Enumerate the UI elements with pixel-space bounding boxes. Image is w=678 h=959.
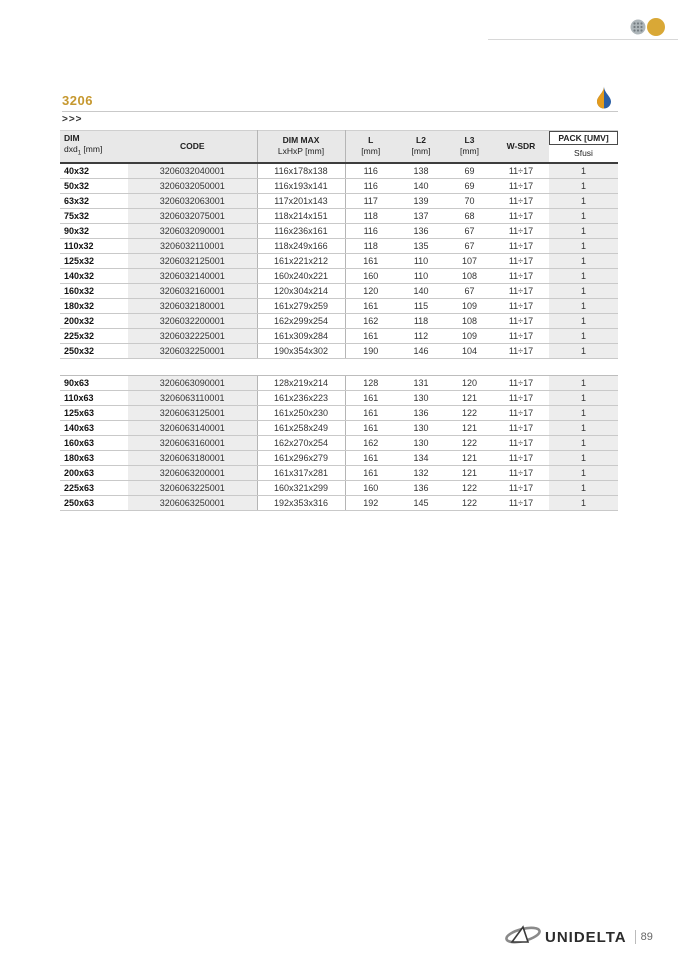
cell-l3: 122 bbox=[446, 480, 493, 495]
cell-pack: 1 bbox=[549, 390, 618, 405]
cell-code: 3206032063001 bbox=[128, 193, 257, 208]
cell-w-sdr: 11÷17 bbox=[493, 313, 549, 328]
cell-code: 3206032140001 bbox=[128, 268, 257, 283]
cell-w-sdr: 11÷17 bbox=[493, 223, 549, 238]
cell-pack: 1 bbox=[549, 465, 618, 480]
col-header-code: CODE bbox=[128, 131, 257, 163]
cell-l: 162 bbox=[345, 435, 396, 450]
table-row bbox=[60, 238, 618, 253]
cell-l3: 108 bbox=[446, 268, 493, 283]
cell-l3: 67 bbox=[446, 238, 493, 253]
cell-w-sdr: 11÷17 bbox=[493, 343, 549, 358]
cell-dim: 200x32 bbox=[60, 313, 128, 328]
table-row bbox=[60, 163, 618, 179]
cell-pack: 1 bbox=[549, 328, 618, 343]
cell-w-sdr: 11÷17 bbox=[493, 420, 549, 435]
cell-l: 160 bbox=[345, 268, 396, 283]
cell-l3: 122 bbox=[446, 435, 493, 450]
table-row bbox=[60, 328, 618, 343]
cell-dim-max: 128x219x214 bbox=[257, 375, 345, 390]
cell-dim: 40x32 bbox=[60, 163, 128, 179]
table-row bbox=[60, 343, 618, 358]
cell-w-sdr: 11÷17 bbox=[493, 253, 549, 268]
cell-w-sdr: 11÷17 bbox=[493, 283, 549, 298]
cell-l: 161 bbox=[345, 465, 396, 480]
cell-w-sdr: 11÷17 bbox=[493, 298, 549, 313]
cell-l: 161 bbox=[345, 390, 396, 405]
cell-l2: 132 bbox=[396, 465, 446, 480]
cell-code: 3206032200001 bbox=[128, 313, 257, 328]
cell-l: 161 bbox=[345, 405, 396, 420]
cell-l: 116 bbox=[345, 163, 396, 179]
cell-code: 3206063110001 bbox=[128, 390, 257, 405]
cell-l3: 104 bbox=[446, 343, 493, 358]
cell-dim: 225x32 bbox=[60, 328, 128, 343]
cell-w-sdr: 11÷17 bbox=[493, 238, 549, 253]
cell-dim-max: 160x321x299 bbox=[257, 480, 345, 495]
cell-l: 117 bbox=[345, 193, 396, 208]
cell-pack: 1 bbox=[549, 343, 618, 358]
cell-dim: 63x32 bbox=[60, 193, 128, 208]
cell-w-sdr: 11÷17 bbox=[493, 465, 549, 480]
cell-code: 3206063140001 bbox=[128, 420, 257, 435]
cell-l3: 109 bbox=[446, 328, 493, 343]
cell-pack: 1 bbox=[549, 238, 618, 253]
gold-circle-icon bbox=[647, 18, 665, 36]
cell-pack: 1 bbox=[549, 375, 618, 390]
table-header bbox=[60, 131, 618, 163]
cell-l3: 121 bbox=[446, 465, 493, 480]
cell-l2: 139 bbox=[396, 193, 446, 208]
cell-w-sdr: 11÷17 bbox=[493, 375, 549, 390]
cell-code: 3206063090001 bbox=[128, 375, 257, 390]
cell-dim-max: 118x249x166 bbox=[257, 238, 345, 253]
top-divider bbox=[488, 39, 678, 40]
cell-w-sdr: 11÷17 bbox=[493, 178, 549, 193]
cell-l2: 130 bbox=[396, 435, 446, 450]
cell-w-sdr: 11÷17 bbox=[493, 390, 549, 405]
table-row bbox=[60, 268, 618, 283]
drop-icon bbox=[596, 86, 612, 114]
cell-dim-max: 116x236x161 bbox=[257, 223, 345, 238]
cell-l2: 136 bbox=[396, 405, 446, 420]
cell-l2: 146 bbox=[396, 343, 446, 358]
table-row bbox=[60, 480, 618, 495]
cell-l2: 136 bbox=[396, 480, 446, 495]
cell-dim: 90x63 bbox=[60, 375, 128, 390]
cell-l3: 121 bbox=[446, 420, 493, 435]
cell-l: 128 bbox=[345, 375, 396, 390]
table-row bbox=[60, 253, 618, 268]
table-row bbox=[60, 420, 618, 435]
cell-w-sdr: 11÷17 bbox=[493, 435, 549, 450]
cell-l3: 122 bbox=[446, 495, 493, 510]
unidelta-logo-icon bbox=[503, 924, 543, 951]
cell-pack: 1 bbox=[549, 283, 618, 298]
cell-w-sdr: 11÷17 bbox=[493, 450, 549, 465]
cell-pack: 1 bbox=[549, 298, 618, 313]
cell-l3: 107 bbox=[446, 253, 493, 268]
cell-dim: 110x63 bbox=[60, 390, 128, 405]
cell-l3: 120 bbox=[446, 375, 493, 390]
cell-code: 3206063160001 bbox=[128, 435, 257, 450]
table-row bbox=[60, 283, 618, 298]
cell-pack: 1 bbox=[549, 495, 618, 510]
cell-code: 3206032125001 bbox=[128, 253, 257, 268]
cell-pack: 1 bbox=[549, 313, 618, 328]
table-group-32 bbox=[60, 163, 618, 359]
title-divider bbox=[62, 111, 618, 112]
cell-dim-max: 190x354x302 bbox=[257, 343, 345, 358]
cell-code: 3206032110001 bbox=[128, 238, 257, 253]
cell-code: 3206032250001 bbox=[128, 343, 257, 358]
cell-l3: 70 bbox=[446, 193, 493, 208]
page-number: 89 bbox=[640, 931, 653, 943]
cell-l2: 145 bbox=[396, 495, 446, 510]
cell-l3: 121 bbox=[446, 390, 493, 405]
cell-l: 118 bbox=[345, 208, 396, 223]
cell-code: 3206063200001 bbox=[128, 465, 257, 480]
table-group-gap bbox=[60, 358, 618, 375]
cell-dim: 50x32 bbox=[60, 178, 128, 193]
cell-l: 118 bbox=[345, 238, 396, 253]
cell-l3: 121 bbox=[446, 450, 493, 465]
cell-dim-max: 161x279x259 bbox=[257, 298, 345, 313]
table-row bbox=[60, 313, 618, 328]
continuation-marker: >>> bbox=[62, 114, 83, 125]
col-header-dim-max: DIM MAX LxHxP [mm] bbox=[257, 131, 345, 163]
cell-l: 120 bbox=[345, 283, 396, 298]
col-header-w-sdr: W-SDR bbox=[493, 131, 549, 163]
cell-w-sdr: 11÷17 bbox=[493, 163, 549, 179]
cell-w-sdr: 11÷17 bbox=[493, 405, 549, 420]
cell-dim-max: 116x178x138 bbox=[257, 163, 345, 179]
cell-code: 3206063125001 bbox=[128, 405, 257, 420]
cell-l: 116 bbox=[345, 178, 396, 193]
table-row bbox=[60, 193, 618, 208]
cell-l2: 140 bbox=[396, 178, 446, 193]
cell-pack: 1 bbox=[549, 253, 618, 268]
cell-l2: 118 bbox=[396, 313, 446, 328]
cell-l2: 110 bbox=[396, 268, 446, 283]
cell-dim-max: 192x353x316 bbox=[257, 495, 345, 510]
cell-l2: 137 bbox=[396, 208, 446, 223]
table-row bbox=[60, 298, 618, 313]
cell-l2: 130 bbox=[396, 390, 446, 405]
cell-code: 3206032225001 bbox=[128, 328, 257, 343]
cell-l3: 109 bbox=[446, 298, 493, 313]
cell-dim-max: 161x296x279 bbox=[257, 450, 345, 465]
cell-dim: 250x63 bbox=[60, 495, 128, 510]
cell-l: 116 bbox=[345, 223, 396, 238]
cell-dim-max: 161x236x223 bbox=[257, 390, 345, 405]
cell-pack: 1 bbox=[549, 480, 618, 495]
cell-l2: 110 bbox=[396, 253, 446, 268]
cell-dim-max: 161x258x249 bbox=[257, 420, 345, 435]
cell-w-sdr: 11÷17 bbox=[493, 328, 549, 343]
cell-l3: 69 bbox=[446, 178, 493, 193]
product-table bbox=[60, 130, 618, 511]
cell-l2: 115 bbox=[396, 298, 446, 313]
table-group-63 bbox=[60, 375, 618, 510]
cell-dim-max: 161x309x284 bbox=[257, 328, 345, 343]
cell-l: 161 bbox=[345, 328, 396, 343]
cell-dim: 110x32 bbox=[60, 238, 128, 253]
cell-dim-max: 161x250x230 bbox=[257, 405, 345, 420]
cell-dim-max: 118x214x151 bbox=[257, 208, 345, 223]
cell-code: 3206063225001 bbox=[128, 480, 257, 495]
cell-l2: 136 bbox=[396, 223, 446, 238]
cell-dim: 140x63 bbox=[60, 420, 128, 435]
cell-l2: 130 bbox=[396, 420, 446, 435]
cell-pack: 1 bbox=[549, 450, 618, 465]
cell-l: 161 bbox=[345, 450, 396, 465]
cell-dim-max: 162x270x254 bbox=[257, 435, 345, 450]
cell-dim-max: 117x201x143 bbox=[257, 193, 345, 208]
cell-code: 3206063180001 bbox=[128, 450, 257, 465]
cell-w-sdr: 11÷17 bbox=[493, 268, 549, 283]
table-row bbox=[60, 223, 618, 238]
cell-dim: 90x32 bbox=[60, 223, 128, 238]
group-spacer bbox=[60, 358, 618, 375]
table-row bbox=[60, 208, 618, 223]
table-row bbox=[60, 465, 618, 480]
cell-dim: 250x32 bbox=[60, 343, 128, 358]
cell-w-sdr: 11÷17 bbox=[493, 193, 549, 208]
cell-pack: 1 bbox=[549, 163, 618, 179]
cell-pack: 1 bbox=[549, 405, 618, 420]
cell-dim: 180x63 bbox=[60, 450, 128, 465]
cell-code: 3206032090001 bbox=[128, 223, 257, 238]
cell-l2: 134 bbox=[396, 450, 446, 465]
cell-dim-max: 161x221x212 bbox=[257, 253, 345, 268]
cell-l2: 112 bbox=[396, 328, 446, 343]
cell-code: 3206063250001 bbox=[128, 495, 257, 510]
cell-l: 161 bbox=[345, 298, 396, 313]
dotted-circle-icon bbox=[630, 19, 646, 35]
cell-code: 3206032050001 bbox=[128, 178, 257, 193]
cell-dim-max: 161x317x281 bbox=[257, 465, 345, 480]
cell-dim-max: 160x240x221 bbox=[257, 268, 345, 283]
cell-l: 192 bbox=[345, 495, 396, 510]
table-row bbox=[60, 375, 618, 390]
cell-pack: 1 bbox=[549, 268, 618, 283]
cell-dim-max: 162x299x254 bbox=[257, 313, 345, 328]
cell-l2: 140 bbox=[396, 283, 446, 298]
cell-dim: 200x63 bbox=[60, 465, 128, 480]
cell-l2: 138 bbox=[396, 163, 446, 179]
cell-l: 190 bbox=[345, 343, 396, 358]
cell-dim-max: 120x304x214 bbox=[257, 283, 345, 298]
cell-dim: 125x63 bbox=[60, 405, 128, 420]
cell-pack: 1 bbox=[549, 208, 618, 223]
cell-l2: 131 bbox=[396, 375, 446, 390]
col-header-l: L [mm] bbox=[345, 131, 396, 163]
cell-dim: 140x32 bbox=[60, 268, 128, 283]
cell-w-sdr: 11÷17 bbox=[493, 208, 549, 223]
section-code: 3206 bbox=[62, 93, 93, 108]
cell-l3: 122 bbox=[446, 405, 493, 420]
cell-l: 162 bbox=[345, 313, 396, 328]
cell-l3: 108 bbox=[446, 313, 493, 328]
cell-pack: 1 bbox=[549, 420, 618, 435]
cell-dim: 160x63 bbox=[60, 435, 128, 450]
cell-dim-max: 116x193x141 bbox=[257, 178, 345, 193]
cell-l3: 67 bbox=[446, 283, 493, 298]
cell-l3: 69 bbox=[446, 163, 493, 179]
table-row bbox=[60, 178, 618, 193]
table-row bbox=[60, 405, 618, 420]
brand-name: UNIDELTA bbox=[545, 928, 627, 946]
cell-w-sdr: 11÷17 bbox=[493, 480, 549, 495]
table-row bbox=[60, 495, 618, 510]
cell-l: 160 bbox=[345, 480, 396, 495]
cell-dim: 125x32 bbox=[60, 253, 128, 268]
cell-l3: 67 bbox=[446, 223, 493, 238]
col-header-pack: PACK [UMV] Sfusi bbox=[549, 131, 618, 163]
cell-code: 3206032160001 bbox=[128, 283, 257, 298]
table-row bbox=[60, 435, 618, 450]
table-row bbox=[60, 390, 618, 405]
cell-pack: 1 bbox=[549, 435, 618, 450]
footer bbox=[503, 926, 653, 948]
cell-pack: 1 bbox=[549, 193, 618, 208]
cell-code: 3206032075001 bbox=[128, 208, 257, 223]
cell-l3: 68 bbox=[446, 208, 493, 223]
cell-dim: 160x32 bbox=[60, 283, 128, 298]
cell-pack: 1 bbox=[549, 223, 618, 238]
cell-l: 161 bbox=[345, 253, 396, 268]
cell-l: 161 bbox=[345, 420, 396, 435]
col-header-dim: DIM dxd$_1$ [mm] bbox=[60, 131, 128, 163]
table-row bbox=[60, 450, 618, 465]
cell-w-sdr: 11÷17 bbox=[493, 495, 549, 510]
cell-dim: 75x32 bbox=[60, 208, 128, 223]
cell-code: 3206032040001 bbox=[128, 163, 257, 179]
cell-code: 3206032180001 bbox=[128, 298, 257, 313]
cell-l2: 135 bbox=[396, 238, 446, 253]
cell-pack: 1 bbox=[549, 178, 618, 193]
col-header-l3: L3 [mm] bbox=[446, 131, 493, 163]
footer-divider bbox=[635, 930, 636, 944]
cell-dim: 180x32 bbox=[60, 298, 128, 313]
col-header-l2: L2 [mm] bbox=[396, 131, 446, 163]
cell-dim: 225x63 bbox=[60, 480, 128, 495]
